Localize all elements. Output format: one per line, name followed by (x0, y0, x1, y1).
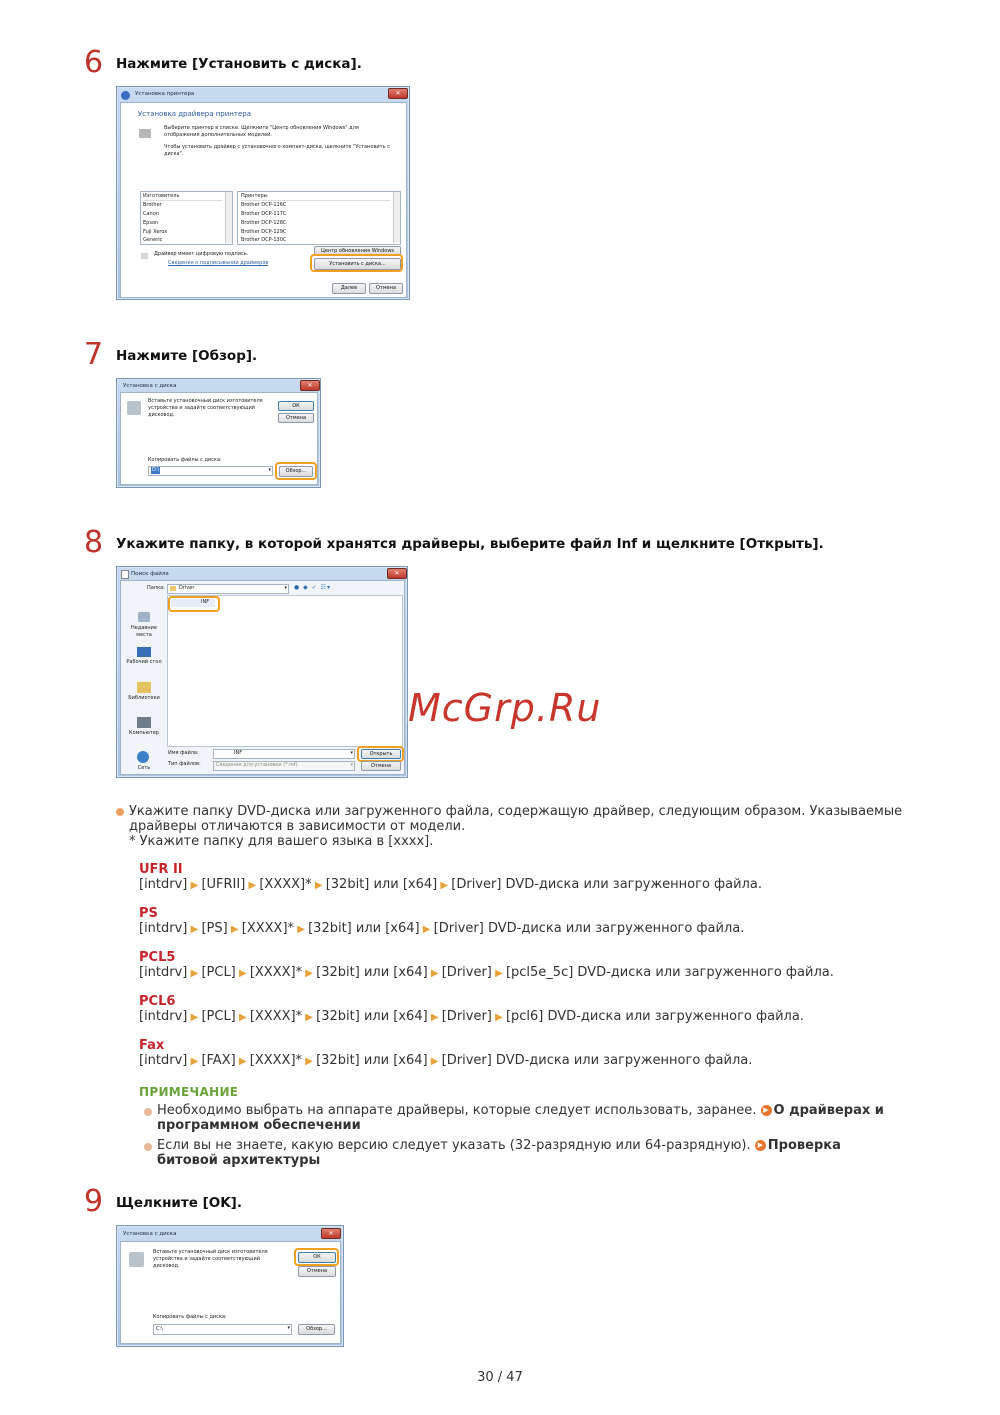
path-arrow-icon: ▶ (427, 1056, 442, 1067)
ok-button[interactable]: ОК (278, 401, 314, 411)
driver-path-block (139, 950, 834, 981)
driver-name: PCL5 (139, 950, 176, 965)
path-arrow-icon: ▶ (187, 880, 202, 891)
close-icon[interactable]: ✕ (388, 88, 408, 99)
desktop-icon[interactable] (137, 647, 151, 657)
dialog-heading: Установка драйвера принтера (138, 110, 251, 118)
step-title: Нажмите [Обзор]. (116, 348, 258, 364)
step-number: 6 (84, 45, 104, 80)
step-number: 9 (84, 1184, 104, 1219)
path-segment: [PS] (201, 921, 228, 936)
computer-icon[interactable] (137, 717, 151, 728)
step-title: Щелкните [OK]. (116, 1195, 242, 1211)
intro-note: * Укажите папку для вашего языка в [xxxx]. (129, 834, 434, 849)
highlight-frame (310, 254, 403, 272)
list-item[interactable]: Brother DCP-130C (241, 237, 287, 242)
path-arrow-icon: ▶ (294, 924, 309, 935)
note-link[interactable]: О драйверах и программном обеспечении (157, 1103, 884, 1133)
folder-icon (170, 586, 176, 591)
windows-update-button[interactable]: Центр обновления Windows (314, 246, 401, 256)
cancel-button[interactable]: Отмена (361, 761, 401, 771)
step-number: 8 (84, 525, 104, 560)
chevron-down-icon[interactable]: ▾ (350, 750, 353, 756)
place-label[interactable]: Компьютер (129, 730, 159, 736)
file-list[interactable] (167, 595, 403, 747)
window-title: Установка с диска (123, 383, 177, 389)
step-title: Нажмите [Установить с диска]. (116, 56, 362, 72)
column-header: Изготовитель (143, 193, 223, 201)
path-arrow-icon: ▶ (491, 968, 506, 979)
watermark: McGrp.Ru (408, 686, 602, 730)
path-arrow-icon: ▶ (235, 1012, 250, 1023)
note-item (157, 1103, 957, 1133)
path-segment: [intdrv] (139, 921, 188, 936)
chevron-down-icon[interactable]: ▾ (350, 762, 353, 768)
driver-path (139, 921, 744, 937)
copy-files-label: Копировать файлы с диска: (148, 457, 222, 463)
nav-toolbar-icons[interactable]: ● ◆ ✓ ☷▾ (294, 584, 331, 591)
certificate-icon (141, 253, 148, 259)
place-label[interactable]: Рабочий стол (126, 659, 162, 665)
path-segment: [XXXX]* (249, 1053, 303, 1068)
places-bar (123, 595, 165, 771)
driver-path (139, 1009, 804, 1025)
step-number: 7 (84, 337, 104, 372)
close-icon[interactable]: ✕ (300, 380, 320, 391)
prompt-text: Вставьте установочный диск изготовителя устройства и задайте соответствующий дисковод. (153, 1249, 268, 1269)
note-text: Если вы не знаете, какую версию следует указать (32-разрядную или 64-разрядную). (157, 1138, 751, 1153)
driver-path-block (139, 994, 804, 1025)
libraries-icon[interactable] (137, 682, 151, 693)
network-icon[interactable] (137, 751, 149, 763)
list-item[interactable]: Brother DCP-117C (241, 211, 287, 217)
path-segment: [XXXX]* (249, 1009, 303, 1024)
printer-list[interactable] (237, 191, 401, 245)
page-number: 30 / 47 (477, 1370, 523, 1385)
place-label[interactable]: Недавние места (131, 625, 157, 638)
path-segment: [32bit] или [x64] (308, 921, 420, 936)
manufacturer-list[interactable] (140, 191, 233, 245)
path-arrow-icon: ▶ (302, 1056, 317, 1067)
path-arrow-icon: ▶ (302, 1012, 317, 1023)
list-item[interactable]: Brother (143, 202, 162, 208)
path-segment: [XXXX]* (241, 921, 295, 936)
disk-drive-icon (127, 401, 141, 415)
driver-path (139, 965, 834, 981)
chevron-down-icon[interactable]: ▾ (287, 1325, 290, 1331)
list-item[interactable]: Brother DCP-128C (241, 220, 287, 226)
list-item[interactable]: Brother DCP-129C (241, 229, 287, 235)
driver-path (139, 1053, 752, 1069)
dialog-description-2: Чтобы установить драйвер с установочного компакт-диска, щелкните "Установить с диска". (164, 144, 390, 157)
file-name[interactable]: INF (201, 599, 210, 605)
path-segment: [32bit] или [x64] (316, 1053, 428, 1068)
path-arrow-icon: ▶ (227, 924, 242, 935)
signing-link[interactable]: Сведения о подписывании драйверов (168, 260, 269, 266)
path-segment: [32bit] или [x64] (316, 965, 428, 980)
prompt-text: Вставьте установочный диск изготовителя устройства и задайте соответствующий дисковод. (148, 398, 263, 418)
path-segment: [Driver] DVD-диска или загруженного файла. (433, 921, 745, 936)
driver-path (139, 877, 762, 893)
path-segment: [intdrv] (139, 965, 188, 980)
step-title: Укажите папку, в которой хранятся драйверы, выберите файл Inf и щелкните [Открыть]. (116, 536, 824, 552)
driver-path-block (139, 862, 762, 893)
filename-label: Имя файла: (168, 750, 199, 756)
driver-name: PS (139, 906, 158, 921)
have-disk-button[interactable]: Установить с диска... (314, 258, 401, 270)
list-item[interactable]: Fuji Xerox (143, 229, 168, 235)
cancel-button[interactable]: Отмена (278, 413, 314, 423)
bullet (144, 1143, 152, 1151)
path-segment: [intdrv] (139, 1053, 188, 1068)
disk-drive-icon (129, 1252, 144, 1267)
filetype-select[interactable] (213, 761, 355, 771)
ok-button[interactable]: ОК (298, 1252, 336, 1263)
dialog-body (120, 392, 318, 485)
folder-label: Папка: (147, 585, 165, 591)
install-from-disk-dialog (116, 1225, 344, 1347)
dialog-body (120, 1241, 341, 1344)
next-button[interactable]: Далее (332, 283, 366, 294)
path-value[interactable]: C:\ (156, 1326, 163, 1332)
open-button[interactable]: Открыть (361, 749, 401, 759)
path-segment: [FAX] (201, 1053, 236, 1068)
list-item[interactable]: Brother DCP-116C (241, 202, 287, 208)
window-title: Поиск файла (131, 571, 169, 577)
dialog-body (120, 102, 407, 298)
filetype-value[interactable]: Сведения для установки (*.inf) (216, 762, 298, 768)
close-icon[interactable]: ✕ (321, 1228, 341, 1239)
path-arrow-icon: ▶ (245, 880, 260, 891)
bullet (116, 808, 124, 816)
path-segment: [intdrv] (139, 1009, 188, 1024)
bullet (144, 1108, 152, 1116)
file-icon (121, 570, 129, 579)
chevron-down-icon[interactable]: ▾ (284, 585, 287, 591)
path-value[interactable]: D:\ (152, 467, 160, 473)
link-arrow-icon: ▶ (755, 1140, 766, 1151)
driver-path-block (139, 1038, 752, 1069)
note-title: ПРИМЕЧАНИЕ (139, 1085, 239, 1099)
recent-places-icon[interactable] (138, 612, 150, 622)
close-icon[interactable]: ✕ (387, 568, 407, 579)
cancel-button[interactable]: Отмена (369, 283, 403, 294)
path-combobox[interactable] (153, 1324, 292, 1335)
chevron-down-icon[interactable]: ▾ (268, 467, 271, 473)
highlight-frame (294, 1248, 339, 1266)
path-arrow-icon: ▶ (311, 880, 326, 891)
path-segment: [XXXX]* (259, 877, 312, 892)
path-arrow-icon: ▶ (235, 968, 250, 979)
browse-button[interactable]: Обзор... (279, 466, 313, 477)
window-title: Установка с диска (123, 1231, 177, 1237)
note-text: Необходимо выбрать на аппарате драйверы, которые следует использовать, заранее. (157, 1103, 757, 1118)
path-arrow-icon: ▶ (187, 1056, 202, 1067)
dialog-description: Выберите принтер в списке. Щелкните "Центр обновления Windows" для отображения дополнительных моделей. (164, 125, 359, 138)
path-arrow-icon: ▶ (187, 1012, 202, 1023)
file-browse-dialog (116, 566, 408, 778)
path-arrow-icon: ▶ (419, 924, 434, 935)
driver-name: UFR II (139, 862, 183, 877)
path-segment: [Driver] (441, 965, 492, 980)
path-segment: [UFRII] (201, 877, 246, 892)
intro-text: Укажите папку DVD-диска или загруженного файла, содержащую драйвер, следующим образом. Указываемые драйверы отличаются в зависимости от модели. (129, 804, 903, 834)
filetype-label: Тип файлов: (168, 761, 201, 767)
scrollbar[interactable] (393, 192, 400, 243)
path-segment: [PCL] (201, 1009, 236, 1024)
path-arrow-icon: ▶ (427, 1012, 442, 1023)
filename-input[interactable] (213, 749, 355, 759)
path-segment: [32bit] или [x64] (325, 877, 438, 892)
path-segment: [32bit] или [x64] (316, 1009, 428, 1024)
path-segment: [pcl6] DVD-диска или загруженного файла. (505, 1009, 804, 1024)
browse-button[interactable]: Обзор... (298, 1324, 335, 1335)
path-segment: [intdrv] (139, 877, 188, 892)
highlight-frame (357, 746, 404, 762)
path-arrow-icon: ▶ (235, 1056, 250, 1067)
install-from-disk-dialog (116, 378, 321, 488)
scrollbar[interactable] (225, 192, 232, 243)
driver-name: PCL6 (139, 994, 176, 1009)
place-label[interactable]: Сеть (137, 765, 151, 771)
note-item (157, 1138, 897, 1168)
path-arrow-icon: ▶ (437, 880, 452, 891)
driver-name: Fax (139, 1038, 165, 1053)
path-arrow-icon: ▶ (302, 968, 317, 979)
list-item[interactable]: Canon (143, 211, 159, 217)
link-arrow-icon: ▶ (761, 1105, 772, 1116)
path-segment: [Driver] DVD-диска или загруженного файла. (451, 877, 762, 892)
note-link[interactable]: Проверка битовой архитектуры (157, 1138, 841, 1168)
printer-install-dialog (116, 86, 410, 300)
driver-path-block (139, 906, 744, 937)
path-segment: [PCL] (201, 965, 236, 980)
path-arrow-icon: ▶ (187, 924, 202, 935)
back-icon[interactable] (121, 91, 130, 100)
path-segment: [pcl5e_5c] DVD-диска или загруженного файла. (505, 965, 834, 980)
place-label[interactable]: Библиотеки (128, 695, 160, 701)
printer-icon (139, 129, 151, 138)
copy-files-label: Копировать файлы с диска: (153, 1314, 227, 1320)
path-combobox[interactable] (148, 466, 273, 476)
path-segment: [Driver] (441, 1009, 492, 1024)
dialog-body (120, 580, 405, 775)
folder-combobox[interactable] (167, 584, 289, 594)
signed-label: Драйвер имеет цифровую подпись. (154, 251, 249, 257)
list-item[interactable]: Generic (143, 237, 163, 242)
highlight-frame (168, 596, 220, 612)
folder-value: Driver (179, 585, 195, 591)
column-header: Принтеры (241, 193, 391, 201)
cancel-button[interactable]: Отмена (298, 1266, 336, 1277)
path-arrow-icon: ▶ (187, 968, 202, 979)
highlight-frame (275, 462, 317, 480)
path-segment: [XXXX]* (249, 965, 303, 980)
filename-value[interactable]: INF (234, 750, 243, 756)
path-arrow-icon: ▶ (427, 968, 442, 979)
window-title: Установка принтера (135, 91, 195, 97)
path-arrow-icon: ▶ (491, 1012, 506, 1023)
list-item[interactable]: Epson (143, 220, 159, 226)
path-segment: [Driver] DVD-диска или загруженного файла. (441, 1053, 753, 1068)
